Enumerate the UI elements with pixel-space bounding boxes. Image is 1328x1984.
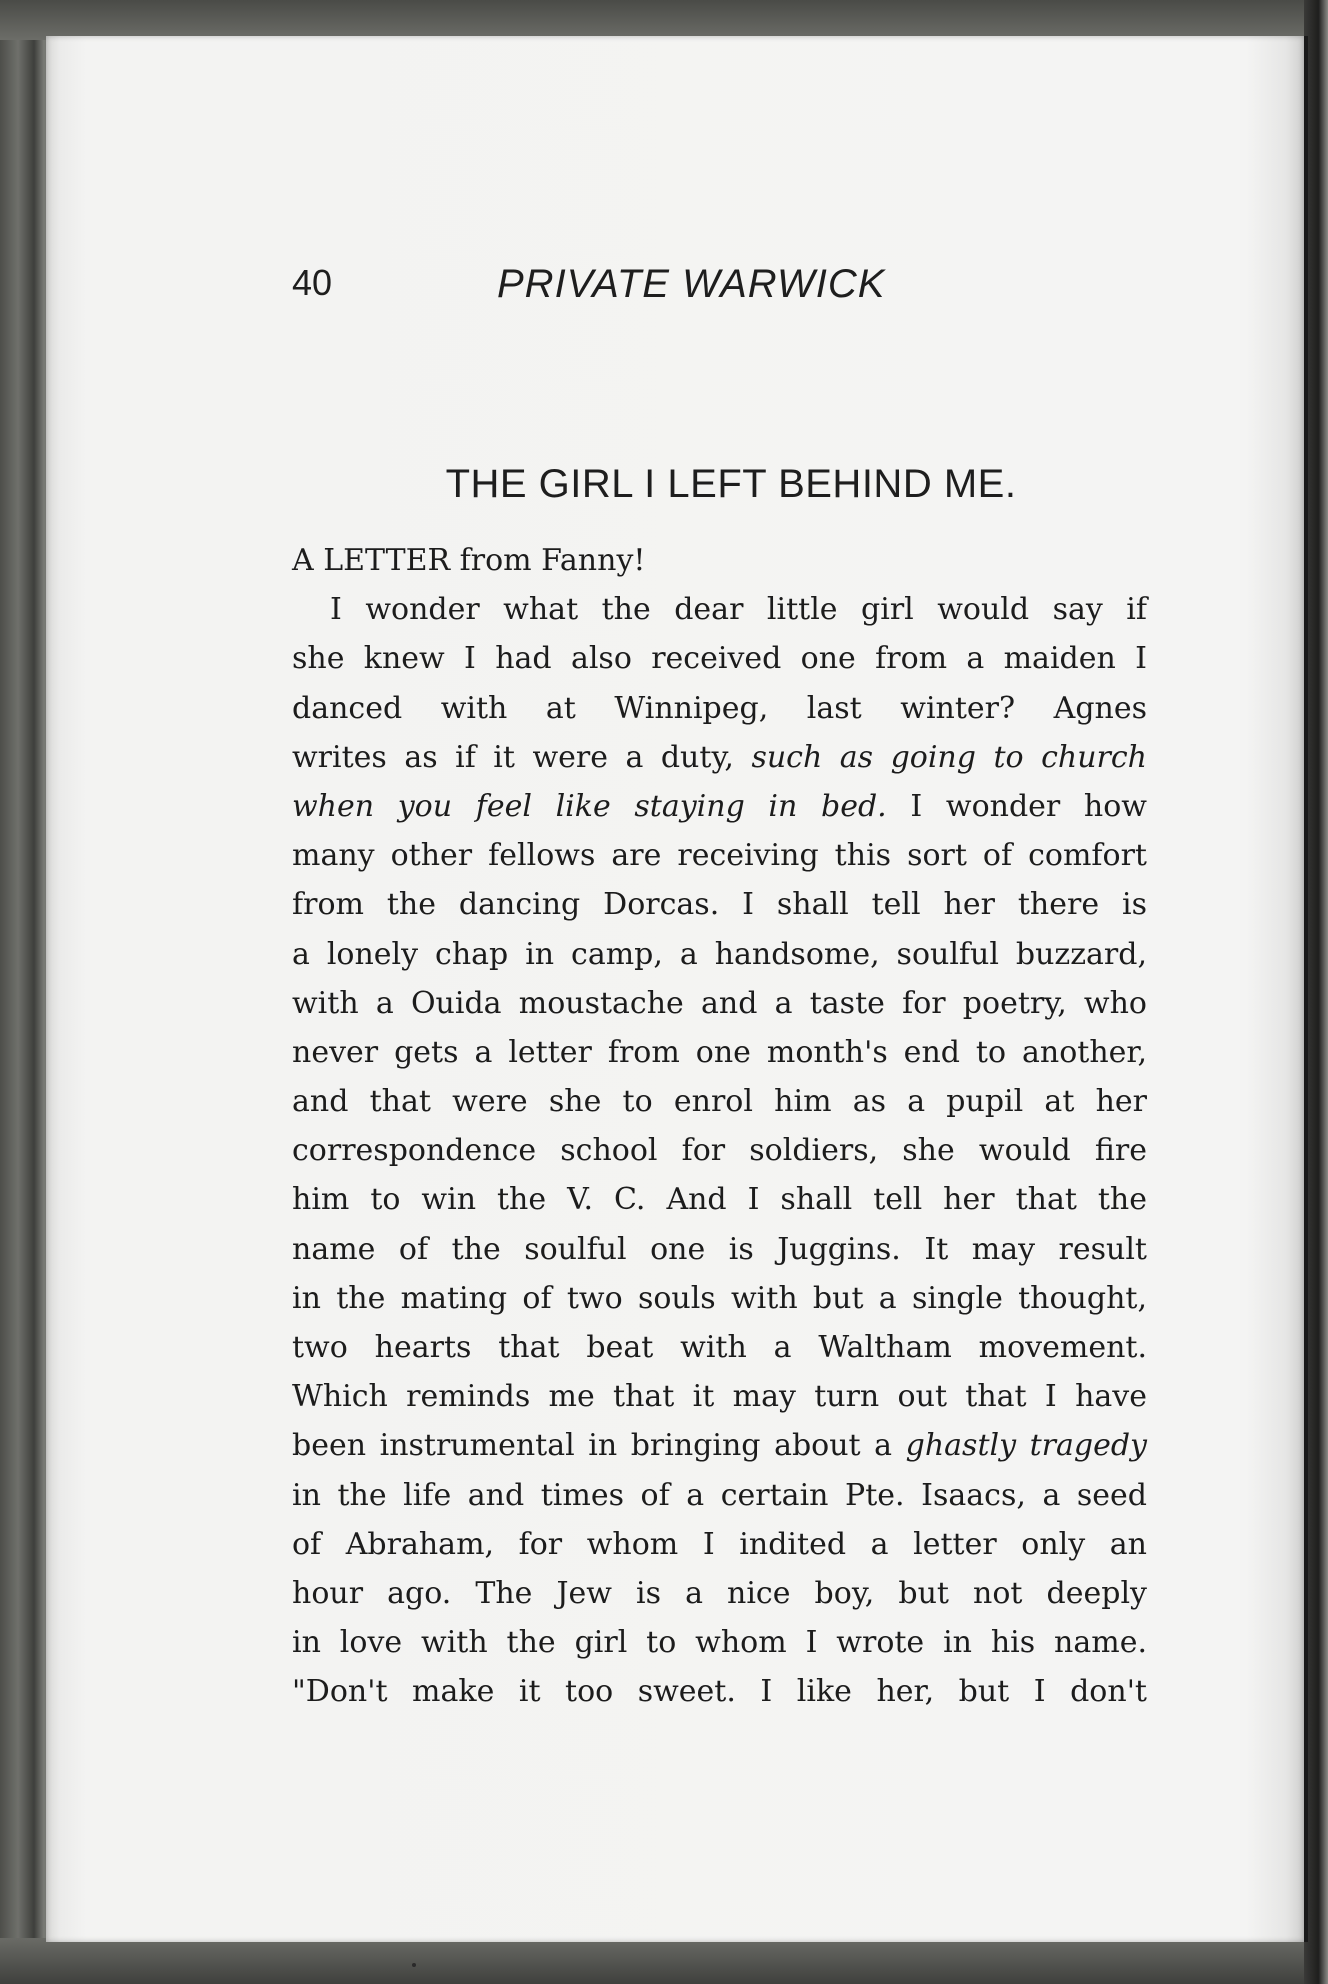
text-line: in love with the girl to whom I wrote in his name. [292, 1625, 1147, 1661]
text-line: been instrumental in bringing about a ghastly tragedy [292, 1428, 1148, 1464]
text-line: with a Ouida moustache and a taste for poetry, who [292, 985, 1147, 1021]
page-number: 40 [292, 262, 333, 303]
text-line: in the mating of two souls with but a single thought, [292, 1280, 1147, 1316]
text-line: from the dancing Dorcas. I shall tell her there is [292, 887, 1147, 923]
text-line: hour ago. The Jew is a nice boy, but not deeply [292, 1575, 1147, 1611]
text-line: a lonely chap in camp, a handsome, soulful buzzard, [292, 936, 1147, 972]
text-line: I wonder what the dear little girl would say if [330, 592, 1147, 628]
running-head [292, 262, 1152, 322]
text-line: correspondence school for soldiers, she would fire [292, 1133, 1147, 1169]
text-line: danced with at Winnipeg, last winter? Agnes [292, 690, 1147, 726]
text-line: him to win the V. C. And I shall tell her that the [292, 1182, 1147, 1218]
chapter-title: THE GIRL I LEFT BEHIND ME. [445, 462, 1017, 506]
text-line: she knew I had also received one from a maiden I [292, 641, 1147, 677]
text-line: and that were she to enrol him as a pupil at her [292, 1084, 1147, 1120]
text-line: when you feel like staying in bed. I wonder how [292, 788, 1147, 824]
text-line: of Abraham, for whom I indited a letter only an [292, 1526, 1147, 1562]
running-title: PRIVATE WARWICK [497, 262, 886, 306]
text-line: A LETTER from Fanny! [292, 543, 646, 578]
scan-speck [412, 1963, 416, 1967]
text-line: never gets a letter from one month's end to another, [292, 1034, 1147, 1070]
body-text [292, 536, 1147, 1717]
text-line: Which reminds me that it may turn out that I have [292, 1379, 1147, 1415]
page-right-edge [1304, 36, 1308, 1942]
text-line: name of the soulful one is Juggins. It may result [292, 1231, 1147, 1267]
text-line: writes as if it were a duty, such as going to church [292, 739, 1147, 775]
text-line: "Don't make it too sweet. I like her, but I don't [292, 1674, 1147, 1710]
text-line: in the life and times of a certain Pte. Isaacs, a seed [292, 1477, 1147, 1513]
book-cover-top-edge [0, 0, 1328, 40]
text-line: many other fellows are receiving this sort of comfort [292, 838, 1147, 874]
book-cover-bottom-edge [0, 1938, 1328, 1984]
text-line: two hearts that beat with a Waltham movement. [292, 1330, 1147, 1365]
